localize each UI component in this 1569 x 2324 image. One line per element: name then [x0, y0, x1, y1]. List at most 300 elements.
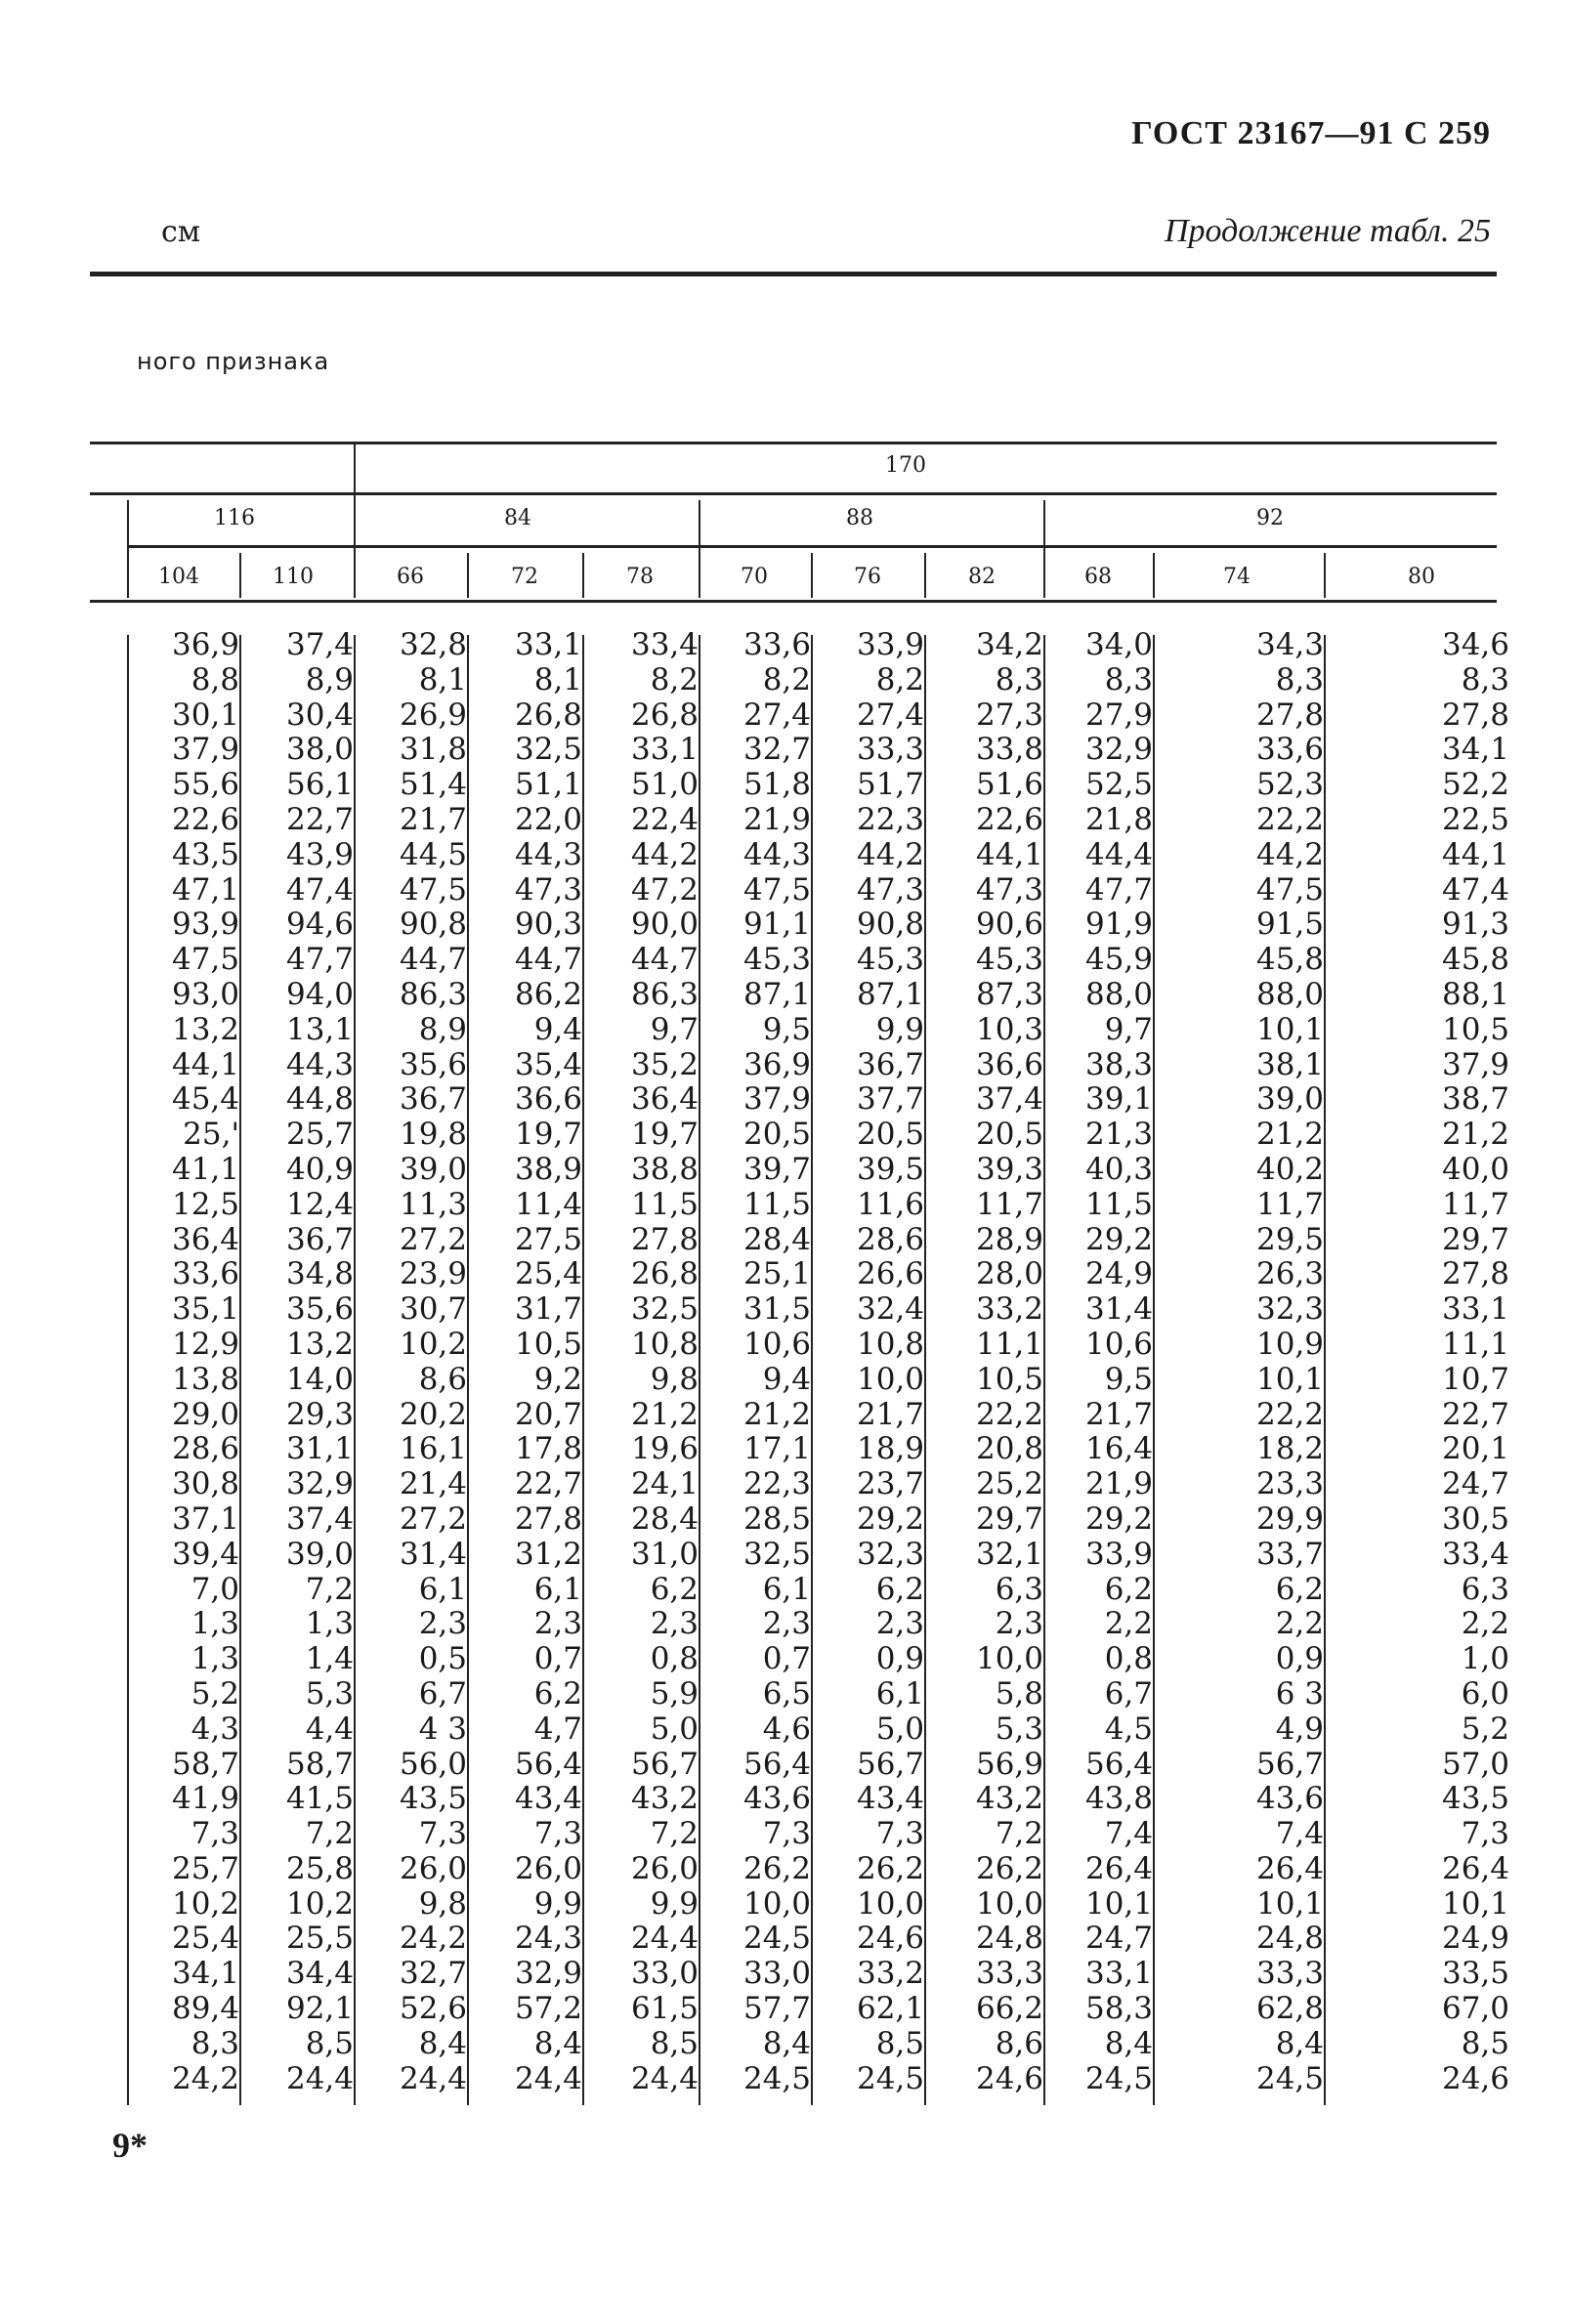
table-cell: 34,1: [1441, 732, 1509, 768]
table-cell: 37,9: [742, 1081, 811, 1118]
table-cell: 39,7: [742, 1151, 811, 1187]
table-cell: 35,6: [399, 1046, 467, 1082]
table-cell: 0,5: [418, 1641, 467, 1677]
table-cell: 39,3: [975, 1151, 1043, 1187]
table-cell: 86,3: [399, 976, 467, 1012]
table-cell: 22,6: [171, 801, 239, 837]
table-row: [137, 1153, 1519, 1188]
table-cell: 22,4: [630, 801, 699, 837]
table-cell: 8,4: [1104, 2025, 1153, 2061]
table-cell: 57,2: [514, 1991, 582, 2027]
table-row: [137, 1922, 1519, 1957]
table-cell: 17,1: [742, 1431, 811, 1467]
table-cell: 36,7: [285, 1221, 354, 1257]
table-cell: 44,7: [399, 942, 467, 978]
table-cell: 24,6: [975, 2060, 1043, 2096]
table-cell: 5,0: [650, 1711, 699, 1747]
table-cell: 8,2: [875, 661, 924, 697]
table-cell: 10,8: [630, 1326, 699, 1362]
table-cell: 1,3: [191, 1641, 239, 1677]
table-cell: 33,1: [1441, 1291, 1509, 1328]
table-cell: 44,3: [285, 1046, 354, 1082]
table-row: [137, 1607, 1519, 1642]
header-column: 80: [1408, 565, 1435, 589]
table-row: [137, 1817, 1519, 1852]
table-cell: 32,9: [285, 1466, 354, 1502]
table-cell: 10,6: [1084, 1326, 1153, 1362]
table-cell: 57,7: [742, 1991, 811, 2027]
table-cell: 40,2: [1255, 1151, 1324, 1187]
table-cell: 9,8: [418, 1885, 467, 1922]
table-cell: 22,5: [1441, 801, 1509, 837]
table-cell: 44,5: [399, 836, 467, 872]
table-cell: 18,2: [1255, 1431, 1324, 1467]
table-cell: 30,7: [399, 1291, 467, 1328]
table-cell: 33,9: [856, 627, 924, 662]
table-cell: 23,9: [399, 1256, 467, 1292]
table-cell: 11,4: [514, 1186, 582, 1222]
table-cell: 10,6: [742, 1326, 811, 1362]
table-cell: 43,2: [975, 1781, 1043, 1817]
table-row: [137, 1292, 1519, 1328]
header-rule-level1: [90, 492, 1497, 495]
table-cell: 4,7: [533, 1711, 582, 1747]
table-row: [137, 2027, 1519, 2062]
table-row: [137, 1992, 1519, 2027]
table-cell: 11,3: [399, 1186, 467, 1222]
table-cell: 43,5: [399, 1781, 467, 1817]
table-cell: 9,8: [650, 1361, 699, 1397]
table-cell: 56,4: [514, 1746, 582, 1782]
table-cell: 92,1: [285, 1991, 354, 2027]
table-cell: 88,0: [1084, 976, 1153, 1012]
table-cell: 0,9: [1275, 1641, 1324, 1677]
table-cell: 52,2: [1441, 767, 1509, 803]
table-cell: 10,2: [171, 1885, 239, 1922]
table-cell: 28,4: [742, 1221, 811, 1257]
table-cell: 7,3: [191, 1816, 239, 1852]
table-cell: 11,7: [975, 1186, 1043, 1222]
table-cell: 5,8: [995, 1675, 1043, 1711]
table-cell: 26,2: [742, 1850, 811, 1886]
table-cell: 31,7: [514, 1291, 582, 1328]
table-cell: 24,4: [285, 2060, 354, 2096]
table-row: [137, 1398, 1519, 1433]
table-cell: 29,9: [1255, 1500, 1324, 1537]
table-cell: 22,0: [514, 801, 582, 837]
table-cell: 8,4: [533, 2025, 582, 2061]
table-cell: 30,5: [1441, 1500, 1509, 1537]
table-cell: 30,8: [171, 1466, 239, 1502]
table-cell: 25,8: [285, 1850, 354, 1886]
table-cell: 27,3: [975, 697, 1043, 733]
table-cell: 43,8: [1084, 1781, 1153, 1817]
table-cell: 7,3: [875, 1816, 924, 1852]
table-cell: 44,2: [1255, 836, 1324, 872]
table-cell: 6,1: [875, 1675, 924, 1711]
table-cell: 9,9: [533, 1885, 582, 1922]
table-cell: 47,5: [399, 871, 467, 908]
table-cell: 39,1: [1084, 1081, 1153, 1118]
table-cell: 8,1: [418, 661, 467, 697]
header-divider: [811, 553, 813, 598]
header-level2: 92: [1256, 506, 1284, 530]
table-cell: 11,1: [1441, 1326, 1509, 1362]
table-cell: 31,4: [1084, 1291, 1153, 1328]
table-cell: 26,4: [1084, 1850, 1153, 1886]
table-cell: 36,9: [171, 627, 239, 662]
table-cell: 9,2: [533, 1361, 582, 1397]
table-row: [137, 1573, 1519, 1608]
table-cell: 29,2: [856, 1500, 924, 1537]
table-cell: 43,9: [285, 836, 354, 872]
table-cell: 2,3: [650, 1606, 699, 1642]
table-row: [137, 2062, 1519, 2097]
table-cell: 55,6: [171, 767, 239, 803]
table-cell: 37,1: [171, 1500, 239, 1537]
table-cell: 52,5: [1084, 767, 1153, 803]
table-cell: 5,2: [191, 1675, 239, 1711]
table-cell: 43,4: [856, 1781, 924, 1817]
table-cell: 33,6: [171, 1256, 239, 1292]
table-cell: 12,4: [285, 1186, 354, 1222]
table-cell: 51,8: [742, 767, 811, 803]
table-cell: 31,5: [742, 1291, 811, 1328]
table-cell: 28,5: [742, 1500, 811, 1537]
table-row: [137, 1467, 1519, 1502]
table-cell: 47,5: [1255, 871, 1324, 908]
table-cell: 8,3: [995, 661, 1043, 697]
table-cell: 10,1: [1255, 1361, 1324, 1397]
measurement-table: [137, 628, 1519, 2096]
table-row: [137, 1188, 1519, 1223]
table-cell: 41,5: [285, 1781, 354, 1817]
table-cell: 36,6: [975, 1046, 1043, 1082]
table-cell: 32,7: [742, 732, 811, 768]
table-cell: 24,4: [630, 2060, 699, 2096]
table-cell: 43,2: [630, 1781, 699, 1817]
table-row: [137, 838, 1519, 873]
table-cell: 4,4: [305, 1711, 354, 1747]
table-cell: 29,3: [285, 1396, 354, 1432]
table-cell: 1,0: [1461, 1641, 1509, 1677]
header-divider: [1153, 553, 1155, 598]
table-cell: 34,3: [1255, 627, 1324, 662]
table-cell: 40,0: [1441, 1151, 1509, 1187]
header-column: 72: [511, 565, 538, 589]
table-cell: 37,4: [285, 1500, 354, 1537]
table-cell: 47,1: [171, 871, 239, 908]
table-cell: 28,6: [856, 1221, 924, 1257]
table-cell: 24,6: [1441, 2060, 1509, 2096]
table-cell: 91,5: [1255, 907, 1324, 943]
table-cell: 9,7: [650, 1011, 699, 1047]
table-cell: 41,1: [171, 1151, 239, 1187]
table-cell: 24,2: [171, 2060, 239, 2096]
table-row: [137, 1642, 1519, 1677]
table-cell: 28,6: [171, 1431, 239, 1467]
table-cell: 24,5: [1255, 2060, 1324, 2096]
table-cell: 6,2: [1275, 1571, 1324, 1607]
table-row: [137, 1432, 1519, 1467]
table-cell: 47,7: [285, 942, 354, 978]
table-cell: 37,7: [856, 1081, 924, 1118]
table-cell: 8,2: [650, 661, 699, 697]
table-cell: 33,3: [856, 732, 924, 768]
table-cell: 8,1: [533, 661, 582, 697]
header-column: 82: [968, 565, 996, 589]
feature-note: ного признака: [137, 348, 330, 375]
table-cell: 19,8: [399, 1117, 467, 1153]
table-cell: 36,4: [171, 1221, 239, 1257]
table-cell: 31,8: [399, 732, 467, 768]
table-cell: 38,7: [1441, 1081, 1509, 1118]
table-cell: 19,7: [630, 1117, 699, 1153]
table-cell: 44,1: [975, 836, 1043, 872]
table-cell: 9,4: [762, 1361, 811, 1397]
table-cell: 29,5: [1255, 1221, 1324, 1257]
header-column: 78: [626, 565, 654, 589]
table-cell: 31,4: [399, 1536, 467, 1572]
table-cell: 2,3: [762, 1606, 811, 1642]
table-cell: 45,9: [1084, 942, 1153, 978]
table-cell: 38,0: [285, 732, 354, 768]
table-cell: 32,5: [742, 1536, 811, 1572]
table-cell: 26,3: [1255, 1256, 1324, 1292]
table-cell: 8,5: [305, 2025, 354, 2061]
table-cell: 24,2: [399, 1921, 467, 1957]
table-cell: 33,4: [1441, 1536, 1509, 1572]
table-cell: 93,0: [171, 976, 239, 1012]
table-cell: 45,8: [1255, 942, 1324, 978]
table-cell: 51,4: [399, 767, 467, 803]
header-divider: [354, 442, 356, 598]
table-cell: 44,2: [856, 836, 924, 872]
table-cell: 7,2: [305, 1816, 354, 1852]
table-cell: 24,5: [742, 2060, 811, 2096]
table-cell: 12,9: [171, 1326, 239, 1362]
table-cell: 28,4: [630, 1500, 699, 1537]
table-cell: 6,3: [995, 1571, 1043, 1607]
table-cell: 8,4: [762, 2025, 811, 2061]
table-cell: 6,1: [533, 1571, 582, 1607]
table-cell: 26,0: [399, 1850, 467, 1886]
table-row: [137, 1223, 1519, 1258]
table-cell: 21,9: [1084, 1466, 1153, 1502]
table-cell: 21,2: [1441, 1117, 1509, 1153]
table-cell: 2,3: [533, 1606, 582, 1642]
table-cell: 32,5: [630, 1291, 699, 1328]
table-cell: 10,7: [1441, 1361, 1509, 1397]
table-row: [137, 698, 1519, 734]
table-cell: 24,5: [856, 2060, 924, 2096]
table-cell: 27,4: [856, 697, 924, 733]
table-cell: 4,9: [1275, 1711, 1324, 1747]
table-cell: 24,9: [1084, 1256, 1153, 1292]
table-cell: 6,7: [1104, 1675, 1153, 1711]
table-cell: 22,2: [1255, 801, 1324, 837]
table-cell: 44,3: [514, 836, 582, 872]
table-cell: 20,7: [514, 1396, 582, 1432]
table-cell: 24,7: [1441, 1466, 1509, 1502]
table-cell: 18,9: [856, 1431, 924, 1467]
table-cell: 10,5: [514, 1326, 582, 1362]
table-cell: 5,3: [305, 1675, 354, 1711]
table-cell: 29,7: [975, 1500, 1043, 1537]
table-cell: 90,8: [856, 907, 924, 943]
table-row: [137, 1363, 1519, 1398]
table-cell: 25,7: [171, 1850, 239, 1886]
header-divider: [924, 553, 926, 598]
table-cell: 47,3: [514, 871, 582, 908]
table-cell: 29,0: [171, 1396, 239, 1432]
table-cell: 7,3: [1461, 1816, 1509, 1852]
table-cell: 41,9: [171, 1781, 239, 1817]
table-row: [137, 1257, 1519, 1292]
table-cell: 9,4: [533, 1011, 582, 1047]
table-row: [137, 1712, 1519, 1748]
table-cell: 8,2: [762, 661, 811, 697]
table-cell: 5,9: [650, 1675, 699, 1711]
table-cell: 87,3: [975, 976, 1043, 1012]
table-cell: 24,8: [975, 1921, 1043, 1957]
table-cell: 22,3: [856, 801, 924, 837]
table-cell: 6,2: [533, 1675, 582, 1711]
table-cell: 10,1: [1441, 1885, 1509, 1922]
table-cell: 33,1: [630, 732, 699, 768]
table-cell: 16,4: [1084, 1431, 1153, 1467]
table-cell: 0,7: [762, 1641, 811, 1677]
table-cell: 87,1: [742, 976, 811, 1012]
table-cell: 10,5: [975, 1361, 1043, 1397]
table-cell: 6,1: [762, 1571, 811, 1607]
table-cell: 27,8: [1255, 697, 1324, 733]
table-cell: 33,0: [742, 1956, 811, 1992]
header-level2: 116: [214, 506, 255, 530]
table-cell: 36,7: [399, 1081, 467, 1118]
table-cell: 10,0: [856, 1361, 924, 1397]
table-row: [137, 873, 1519, 908]
table-row: [137, 1957, 1519, 1992]
table-cell: 27,8: [1441, 697, 1509, 733]
table-cell: 43,6: [742, 1781, 811, 1817]
table-cell: 9,7: [1104, 1011, 1153, 1047]
table-cell: 20,5: [742, 1117, 811, 1153]
table-cell: 25,1: [742, 1256, 811, 1292]
table-cell: 32,9: [514, 1956, 582, 1992]
table-cell: 33,3: [1255, 1956, 1324, 1992]
table-cell: 10,0: [856, 1885, 924, 1922]
table-cell: 8,4: [418, 2025, 467, 2061]
table-cell: 91,1: [742, 907, 811, 943]
column-divider: [127, 635, 129, 2105]
table-cell: 43,5: [171, 836, 239, 872]
table-cell: 26,6: [856, 1256, 924, 1292]
table-cell: 7,0: [191, 1571, 239, 1607]
table-cell: 10,9: [1255, 1326, 1324, 1362]
table-cell: 33,1: [1084, 1956, 1153, 1992]
table-cell: 21,7: [399, 801, 467, 837]
table-cell: 8,3: [191, 2025, 239, 2061]
table-cell: 21,9: [742, 801, 811, 837]
table-cell: 56,4: [1084, 1746, 1153, 1782]
table-cell: 7,3: [418, 1816, 467, 1852]
table-cell: 7,2: [995, 1816, 1043, 1852]
table-cell: 86,2: [514, 976, 582, 1012]
header-column: 76: [854, 565, 881, 589]
table-cell: 27,4: [742, 697, 811, 733]
table-cell: 5,0: [875, 1711, 924, 1747]
table-cell: 11,5: [1084, 1186, 1153, 1222]
table-row: [137, 628, 1519, 663]
header-column: 68: [1084, 565, 1112, 589]
table-cell: 40,3: [1084, 1151, 1153, 1187]
table-cell: 21,2: [742, 1396, 811, 1432]
table-cell: 61,5: [630, 1991, 699, 2027]
table-cell: 47,5: [171, 942, 239, 978]
table-cell: 45,3: [856, 942, 924, 978]
table-cell: 32,3: [1255, 1291, 1324, 1328]
table-cell: 34,4: [285, 1956, 354, 1992]
table-cell: 38,3: [1084, 1046, 1153, 1082]
table-cell: 0,8: [1104, 1641, 1153, 1677]
table-cell: 56,7: [1255, 1746, 1324, 1782]
table-cell: 22,7: [1441, 1396, 1509, 1432]
table-cell: 47,3: [975, 871, 1043, 908]
table-cell: 34,0: [1084, 627, 1153, 662]
table-cell: 5,3: [995, 1711, 1043, 1747]
table-cell: 44,1: [1441, 836, 1509, 872]
table-cell: 58,7: [171, 1746, 239, 1782]
header-column: 110: [273, 565, 314, 589]
table-cell: 24,4: [399, 2060, 467, 2096]
table-cell: 29,2: [1084, 1500, 1153, 1537]
header-divider: [699, 500, 700, 598]
table-row: [137, 1887, 1519, 1923]
table-cell: 20,2: [399, 1396, 467, 1432]
table-row: [137, 908, 1519, 943]
table-cell: 31,1: [285, 1431, 354, 1467]
table-cell: 0,9: [875, 1641, 924, 1677]
table-cell: 44,2: [630, 836, 699, 872]
header-rule-level2: [127, 545, 1497, 548]
table-cell: 32,8: [399, 627, 467, 662]
table-cell: 22,2: [975, 1396, 1043, 1432]
table-row: [137, 1048, 1519, 1083]
table-cell: 22,7: [285, 801, 354, 837]
table-cell: 5,2: [1461, 1711, 1509, 1747]
table-cell: 25,': [183, 1117, 239, 1153]
header-column: 66: [397, 565, 424, 589]
table-cell: 8,9: [305, 661, 354, 697]
table-cell: 7,4: [1104, 1816, 1153, 1852]
table-cell: 24,5: [742, 1921, 811, 1957]
table-cell: 33,5: [1441, 1956, 1509, 1992]
table-cell: 24,7: [1084, 1921, 1153, 1957]
table-cell: 13,2: [171, 1011, 239, 1047]
table-cell: 21,3: [1084, 1117, 1153, 1153]
header-column: 74: [1223, 565, 1251, 589]
table-cell: 47,3: [856, 871, 924, 908]
table-cell: 7,4: [1275, 1816, 1324, 1852]
table-cell: 88,1: [1441, 976, 1509, 1012]
table-cell: 4,6: [762, 1711, 811, 1747]
table-cell: 58,7: [285, 1746, 354, 1782]
table-cell: 38,1: [1255, 1046, 1324, 1082]
table-cell: 2,3: [875, 1606, 924, 1642]
table-row: [137, 1677, 1519, 1712]
table-cell: 90,6: [975, 907, 1043, 943]
